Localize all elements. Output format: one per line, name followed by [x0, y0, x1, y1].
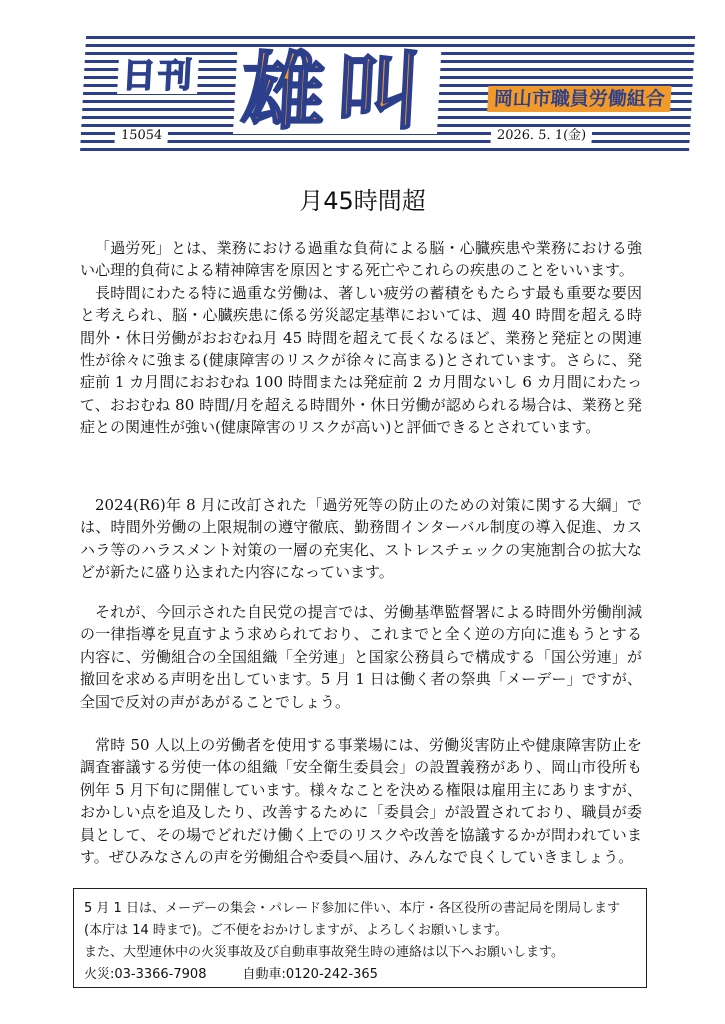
article-block-1: [80, 237, 642, 439]
fire-contact: 火災:03-3366-7908: [84, 967, 207, 982]
issue-date: 2026. 5. 1(金): [490, 127, 592, 145]
article-block-4: [80, 734, 642, 868]
masthead: [80, 36, 695, 154]
notice-contacts: [84, 964, 636, 986]
notice-line-3: また、大型連休中の火災事故及び自動車事故発生時の連絡は以下へお願いします。: [84, 945, 564, 960]
notice-box: [73, 888, 647, 988]
masthead-title-main: 雄叫: [233, 50, 441, 134]
paragraph-5: 常時 50 人以上の労働者を使用する事業場には、労働災害防止や健康障害防止を調査審議する労使一体の組織「安全衛生委員会」の設置義務があり、岡山市役所も例年 5 月下旬に開催しています。様々なことを決める権限は雇用主にありますが、おかしい点を追及したり、改善するために「委員会」が設置されており、職員が委員として、その場でどれだけ働く上でのリスクや改善を協議するかが問われています。ぜひみなさんの声を労働組合や委員へ届け、みんなで良くしていきましょう。: [80, 736, 642, 867]
article-headline: 月45時間超: [299, 187, 426, 215]
notice-line-1: 5 月 1 日は、メーデーの集会・パレード参加に伴い、本庁・各区役所の書記局を閉局します: [84, 901, 620, 916]
paragraph-3: 2024(R6)年 8 月に改訂された「過労死等の防止のための対策に関する大綱」では、時間外労働の上限規制の遵守徹底、勤務間インターバル制度の導入促進、カスハラ等のハラスメント対策の一層の充実化、ストレスチェックの実施割合の拡大などが新たに盛り込まれた内容になっています。: [80, 496, 642, 582]
issue-number: 15054: [114, 127, 168, 145]
article-block-2: [80, 494, 642, 584]
paragraph-1: 「過労死」とは、業務における過重な負荷による脳・心臓疾患や業務における強い心理的負荷による精神障害を原因とする死亡やこれらの疾患のことをいいます。: [80, 239, 642, 280]
paragraph-2: 長時間にわたる特に過重な労働は、著しい疲労の蓄積をもたらす最も重要な要因と考えられ、脳・心臓疾患に係る労災認定基準においては、週 40 時間を超える時間外・休日労働がおおむね月 45 時間を超えて長くなるほど、業務と発症との関連性が徐々に強まる(健康障害のリスクが徐々に高まる)とされています。さらに、発症前 1 カ月間におおむね 100 時間または発症前 2 カ月間ないし 6 カ月間にわたって、おおむね 80 時間/月を超える時間外・休日労働が認められる場合は、業務と発症との関連性が強い(健康障害のリスクが高い)と評価できるとされています。: [80, 283, 642, 437]
notice-line-2: (本庁は 14 時まで)。ご不便をおかけしますが、よろしくお願いします。: [84, 923, 508, 938]
paragraph-4: それが、今回示された自民党の提言では、労働基準監督署による時間外労働削減の一律指導を見直すよう求められており、これまでと全く逆の方向に進もうとする内容に、労働組合の全国組織「全労連」と国家公務員らで構成する「国公労連」が撤回を求める声明を出しています。5 月 1 日は働く者の祭典「メーデー」ですが、全国で反対の声があがることでしょう。: [80, 603, 642, 711]
auto-contact: 自動車:0120-242-365: [242, 967, 378, 982]
article-block-3: [80, 601, 642, 713]
masthead-organization: 岡山市職員労働組合: [487, 86, 671, 112]
masthead-title-small: 日刊: [117, 58, 199, 94]
